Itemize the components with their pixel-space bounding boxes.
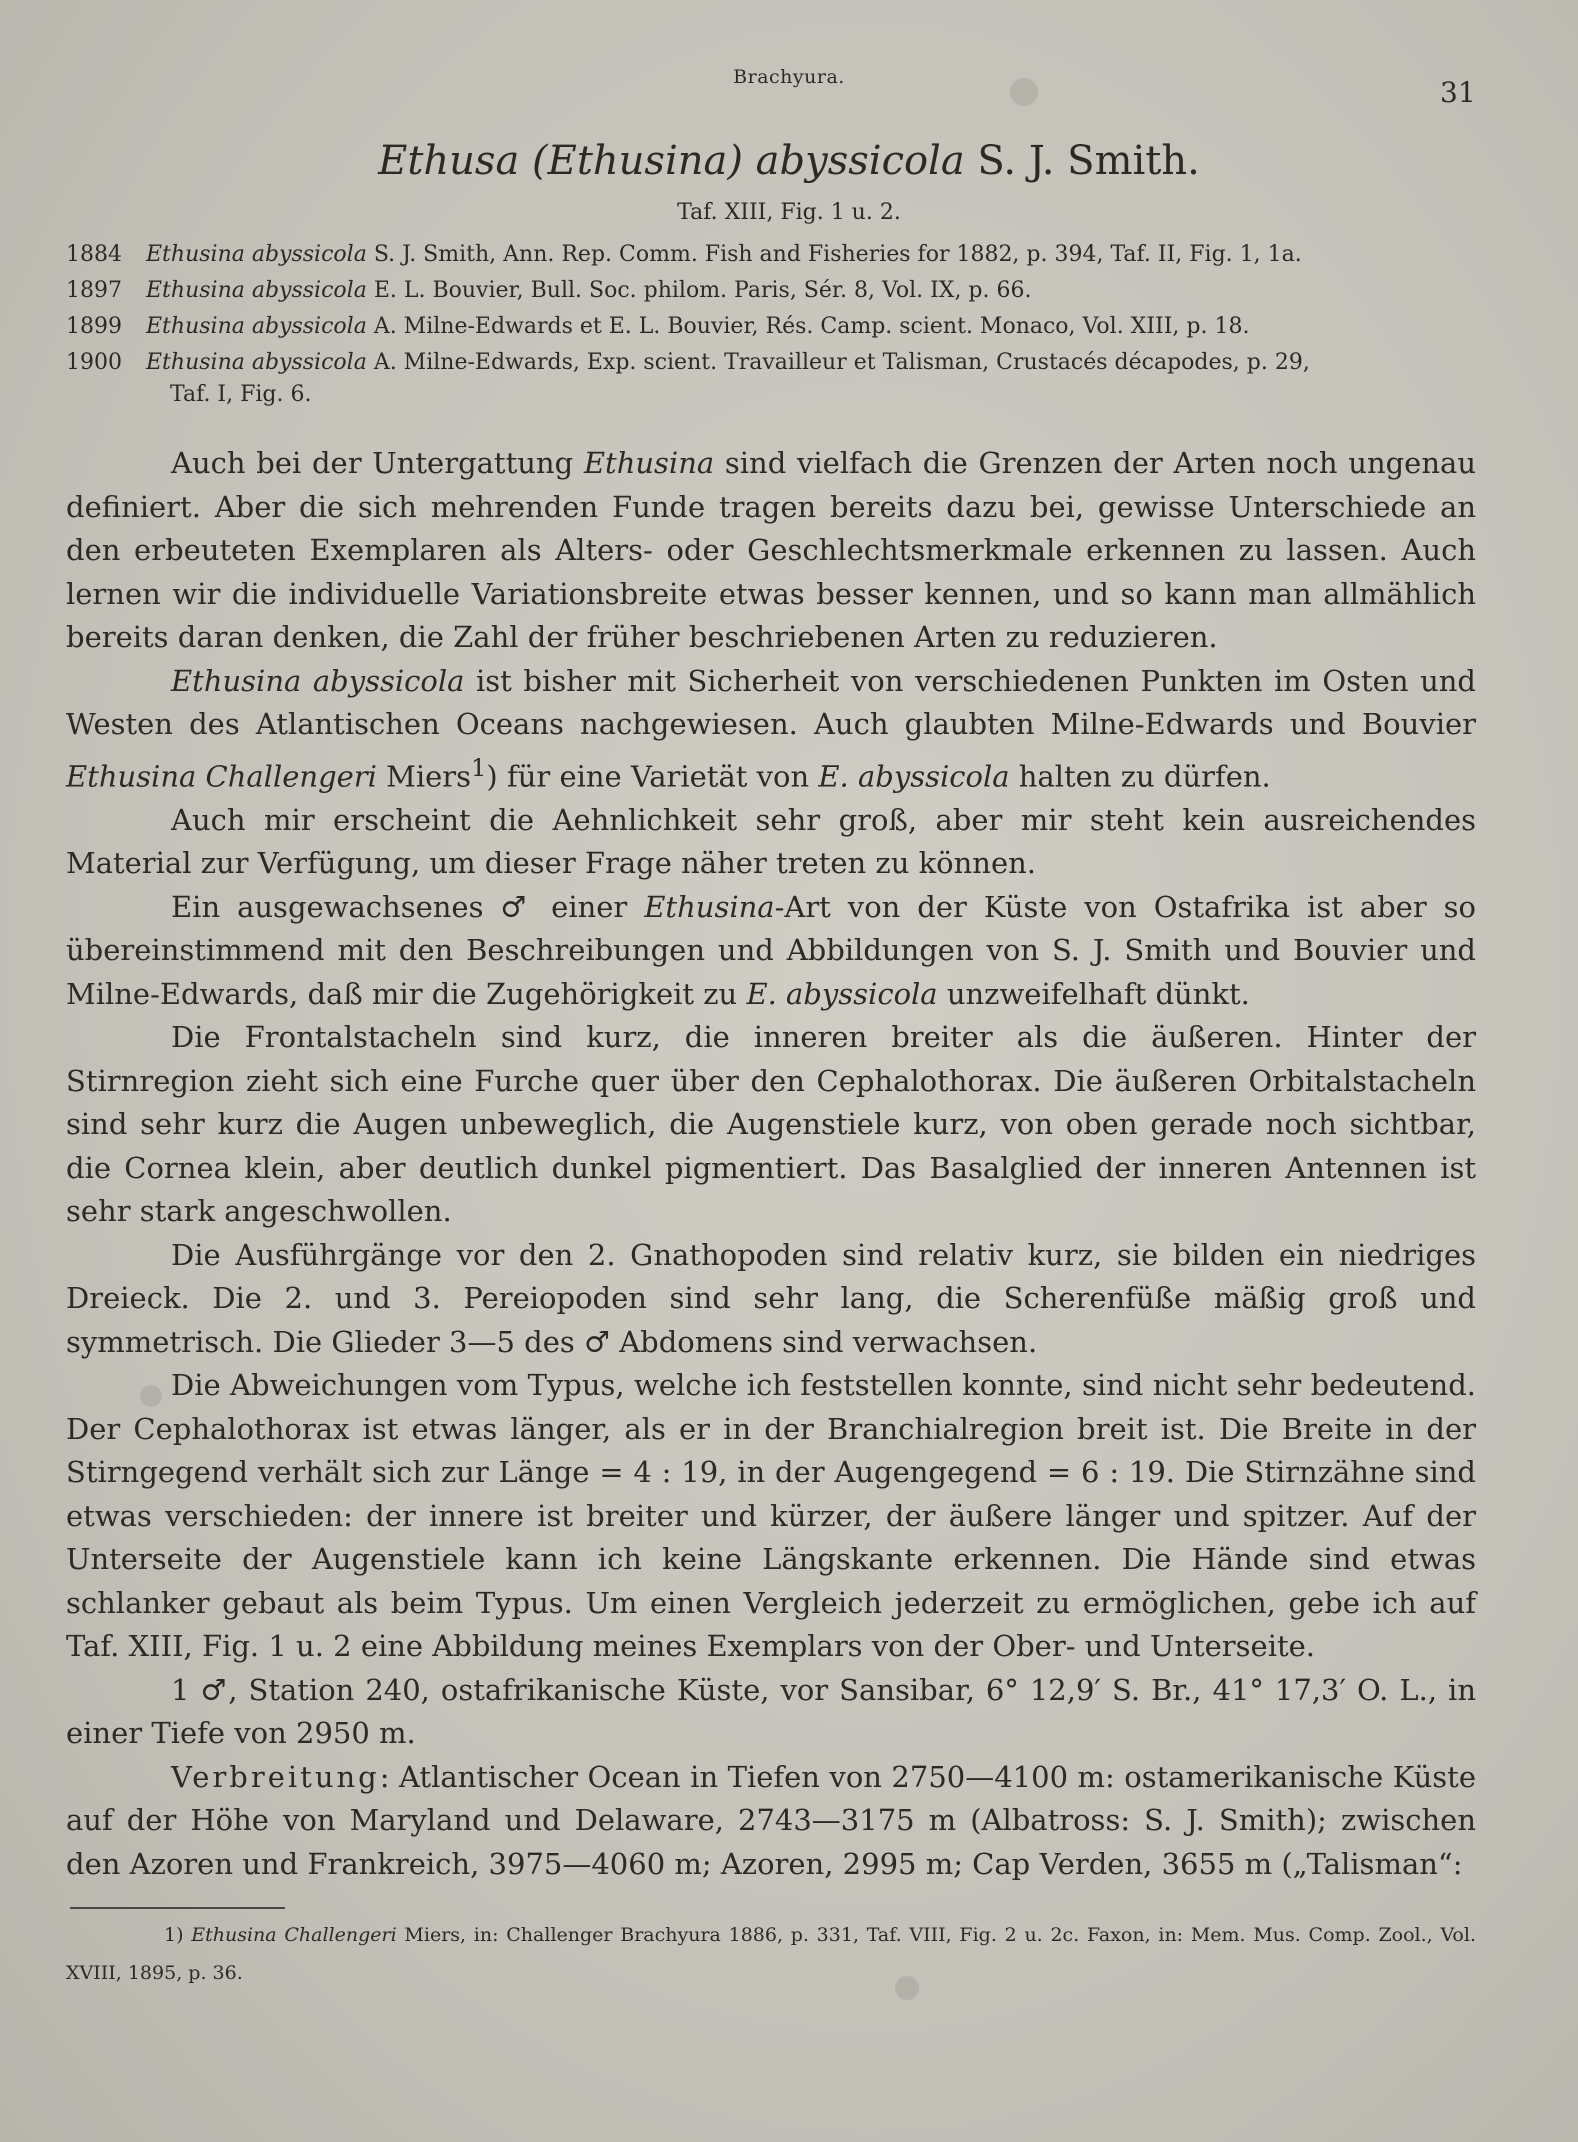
synonymy-entry [66,310,1476,344]
synonymy-continuation: Taf. I, Fig. 6. [170,382,312,407]
footnote-divider [70,1907,285,1909]
synonymy-year: 1900 [66,350,122,375]
paragraph [66,442,1476,660]
text-run: Miers, in: Challenger Brachyura 1886, p. 331, Taf. VIII, Fig. 2 u. 2c. Faxon, in: Mem. Mus. Comp. Zool., Vol. XVIII, 1895, p. 36. [66,1924,1476,1984]
synonymy-year: 1899 [66,314,122,339]
synonymy-entry [66,274,1476,308]
paragraph: Die Frontalstacheln sind kurz, die inneren breiter als die äußeren. Hinter der Stirnregion zieht sich eine Furche quer über den Cephalothorax. Die äußeren Orbitalstacheln sind sehr kurz die Augen unbeweglich, die Augenstiele kurz, von oben gerade noch sichtbar, die Cornea klein, aber deutlich dunkel pigmentiert. Das Basalglied der inneren Antennen ist sehr stark angeschwollen. [66,1020,1476,1229]
text-run: Ein ausgewachsenes ♂ einer [171,889,645,924]
page-number: 31 [1440,76,1476,109]
title-taxon: Ethusa (Ethusina) abyssicola [378,138,965,184]
taxon-name: Ethusina Challengeri [66,759,377,794]
text-run: Miers [376,759,472,794]
synonymy-name: Ethusina abyssicola [146,278,367,303]
paragraph: 1 ♂, Station 240, ostafrikanische Küste, vor Sansibar, 6° 12,9′ S. Br., 41° 17,3′ O. L., in einer Tiefe von 2950 m. [66,1672,1476,1751]
paragraph [66,886,1476,1017]
running-head: Brachyura. [733,66,845,88]
text-run: ist bisher mit Sicherheit von verschiedenen Punkten im Osten und Westen des Atlantischen Oceans nachgewiesen. Auch glaubten Milne-Edwards und Bouvier [66,663,1476,741]
taxon-name: Ethusina abyssicola [171,663,465,698]
footnote-number: 1) [164,1924,192,1946]
taxon-name: E. abyssicola [746,976,938,1011]
text-run: : Atlantischer Ocean in Tiefen von 2750—4100 m: ostamerikanische Küste auf der Höhe von Maryland und Delaware, 2743—3175 m (Albatross: S. J. Smith); zwischen den Azoren und Frankreich, 3975—4060 m; Azoren, 2995 m; Cap Verden, 3655 m („Talisman“: [66,1759,1476,1881]
synonymy-year: 1884 [66,242,122,267]
synonymy-ref: S. J. Smith, Ann. Rep. Comm. Fish and Fisheries for 1882, p. 394, Taf. II, Fig. 1, 1a. [373,242,1302,267]
taxon-name: Ethusina [644,889,775,924]
title-author: S. J. Smith. [977,138,1200,184]
synonymy-ref: A. Milne-Edwards, Exp. scient. Travailleur et Talisman, Crustacés décapodes, p. 29, [373,350,1310,375]
taxon-name: Ethusina [583,446,715,480]
taxon-name: E. abyssicola [818,759,1010,794]
species-title [0,138,1578,184]
text-run: ) für eine Varietät von [486,759,819,794]
synonymy-year: 1897 [66,278,122,303]
synonymy-entry [66,346,1476,380]
paragraph: Auch mir erscheint die Aehnlichkeit sehr groß, aber mir steht kein ausreichendes Material zur Verfügung, um dieser Frage näher treten zu können. [66,802,1476,881]
paragraph: Die Abweichungen vom Typus, welche ich feststellen konnte, sind nicht sehr bedeutend. Der Cephalothorax ist etwas länger, als er in der Branchialregion breit ist. Die Breite in der Stirngegend verhält sich zur Länge = 4 : 19, in der Augengegend = 6 : 19. Die Stirnzähne sind etwas verschieden: der innere ist breiter und kürzer, der äußere länger und spitzer. Auf der Unterseite der Augenstiele kann ich keine Längskante erkennen. Die Hände sind etwas schlanker gebaut als beim Typus. Um einen Vergleich jederzeit zu ermöglichen, gebe ich auf Taf. XIII, Fig. 1 u. 2 eine Abbildung meines Exemplars von der Ober- und Unterseite. [66,1368,1476,1664]
synonymy-entry [66,238,1476,272]
footnote-marker: 1 [471,753,487,782]
text-run: -Art von der Küste von Ostafrika ist aber so übereinstimmend mit den Beschreibungen und Abbildungen von S. J. Smith und Bouvier und Milne-Edwards, daß mir die Zugehörigkeit zu [66,889,1476,1011]
paragraph [66,660,1476,799]
plate-reference: Taf. XIII, Fig. 1 u. 2. [677,200,901,225]
section-label: Verbreitung [171,1759,380,1794]
body-text [66,442,1476,1886]
paragraph [66,1756,1476,1887]
synonymy-name: Ethusina abyssicola [146,314,367,339]
text-run: Auch bei der Untergattung [171,446,584,480]
text-run: unzweifelhaft dünkt. [937,976,1250,1011]
footnote [66,1916,1476,1992]
synonymy-name: Ethusina abyssicola [146,350,367,375]
synonymy-ref: E. L. Bouvier, Bull. Soc. philom. Paris, Sér. 8, Vol. IX, p. 66. [373,278,1032,303]
taxon-name: Ethusina Challengeri [191,1924,397,1946]
synonymy-name: Ethusina abyssicola [146,242,367,267]
synonymy-ref: A. Milne-Edwards et E. L. Bouvier, Rés. Camp. scient. Monaco, Vol. XIII, p. 18. [373,314,1250,339]
text-run: halten zu dürfen. [1009,759,1271,794]
text-run: sind vielfach die Grenzen der Arten noch ungenau definiert. Aber die sich mehrenden Funde tragen bereits dazu bei, gewisse Unterschiede an den erbeuteten Exemplaren als Alters- oder Geschlechtsmerkmale erkennen zu lassen. Auch lernen wir die individuelle Variationsbreite etwas besser kennen, und so kann man allmählich bereits daran denken, die Zahl der früher beschriebenen Arten zu reduzieren. [66,446,1476,654]
paragraph: Die Ausführgänge vor den 2. Gnathopoden sind relativ kurz, sie bilden ein niedriges Dreieck. Die 2. und 3. Pereiopoden sind sehr lang, die Scherenfüße mäßig groß und symmetrisch. Die Glieder 3—5 des ♂ Abdomens sind verwachsen. [66,1237,1476,1359]
